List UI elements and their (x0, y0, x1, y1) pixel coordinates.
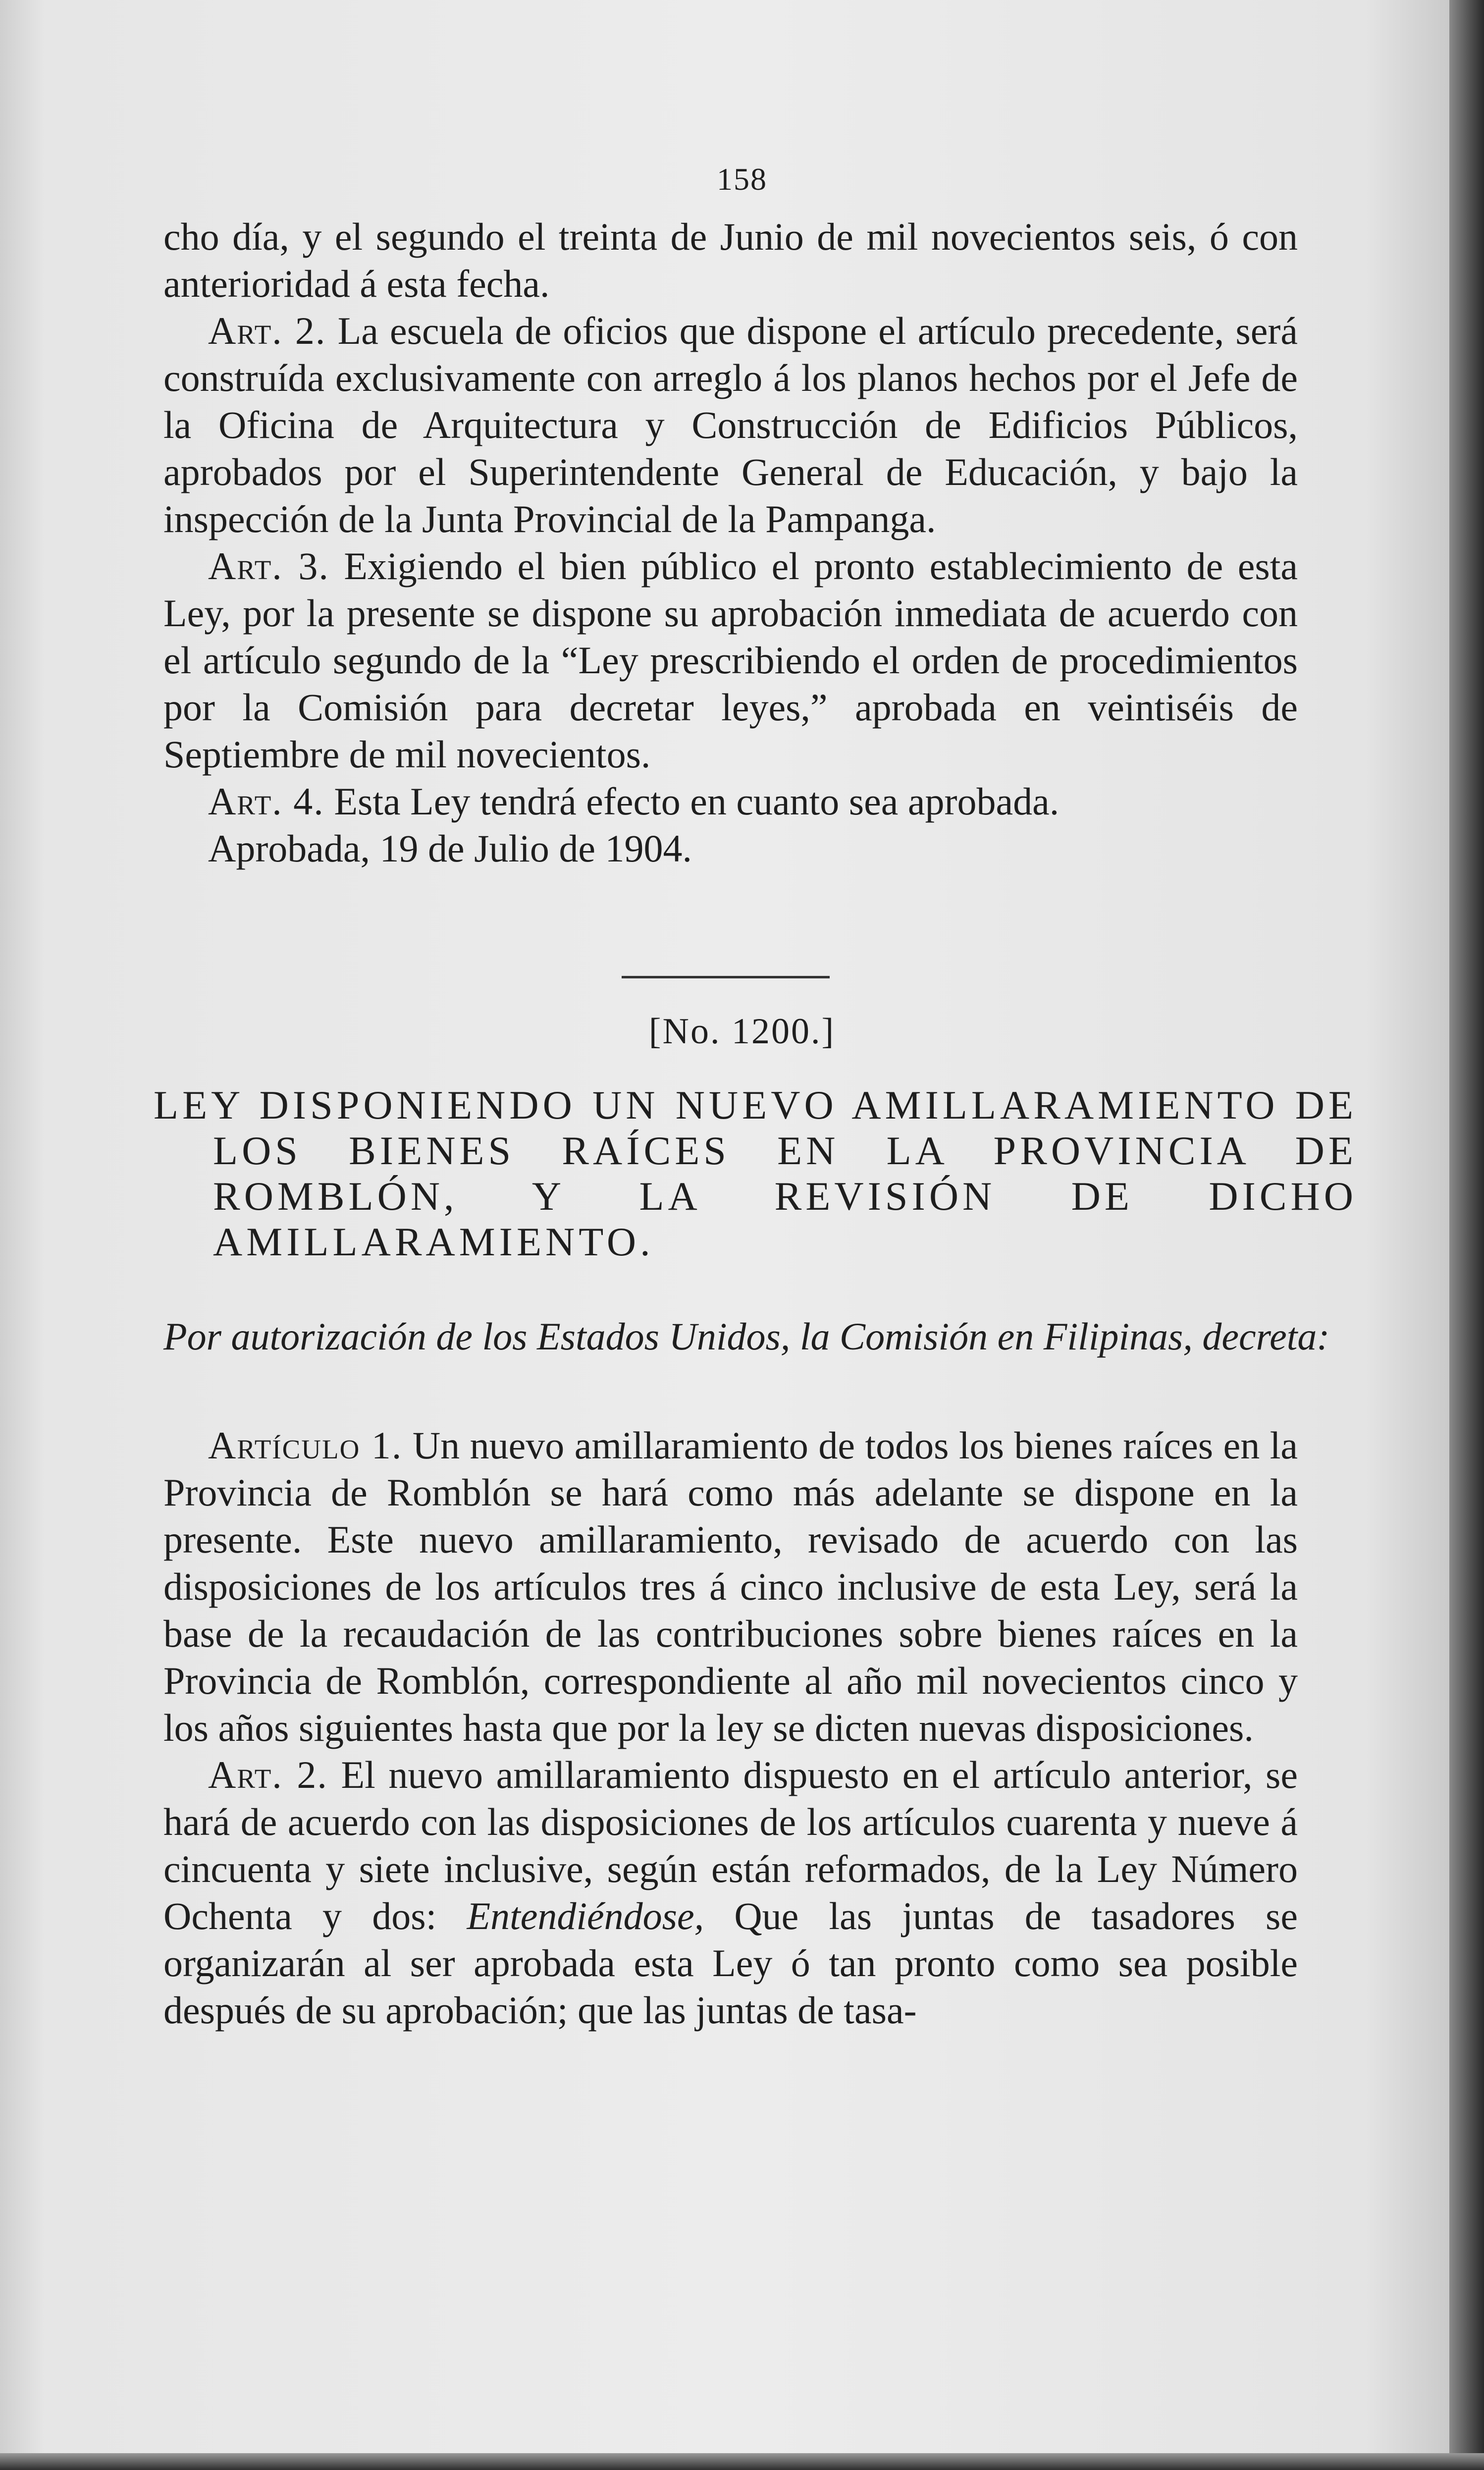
article-label: Art. 2. (208, 309, 326, 352)
proviso-text: Que las juntas de tasadores se organizarán al ser aprobada esta Ley ó tan pronto como sea posible después de su aprobación; que las juntas de tasa- (163, 1894, 1298, 2032)
approval-date: Aprobada, 19 de Julio de 1904. (208, 827, 692, 870)
article-text: Exigiendo el bien público el pronto establecimiento de esta Ley, por la presente se dispone su aprobación inmediata de acuerdo con el artículo segundo de la “Ley prescribiendo el orden de procedimientos por la Comisión para decretar leyes,” aprobada en veintiséis de Septiembre de mil novecientos. (163, 544, 1298, 776)
article-label: Art. 4. (208, 780, 324, 823)
article-text: La escuela de oficios que dispone el artículo precedente, será construída exclusivamente con arreglo á los planos hechos por el Jefe de la Oficina de Arquitectura y Construcción de Edificios Públicos, aprobados por el Superintendente General de Educación, y bajo la inspección de la Junta Provincial de la Pampanga. (163, 309, 1298, 540)
bill-body (163, 1422, 1298, 2034)
article-label: Art. 3. (208, 544, 329, 588)
article-paragraph (163, 307, 1298, 542)
page-bottom-shadow (0, 2453, 1484, 2470)
article-text: El nuevo amillaramiento dispuesto en el artículo anterior, se hará de acuerdo con las disposiciones de los artículos cuarenta y nueve á cincuenta y siete inclusive, según están reformados, de la Ley Número Ochenta y dos: (163, 1753, 1298, 1937)
article-label: Artículo 1. (208, 1424, 403, 1467)
article-label: Art. 2. (208, 1753, 328, 1796)
page-edge-shadow (1449, 0, 1484, 2470)
previous-law-section (163, 213, 1298, 872)
article-paragraph (163, 542, 1298, 778)
continuation-paragraph: cho día, y el segundo el treinta de Junio de mil novecientos seis, ó con anterioridad á esta fecha. (163, 215, 1298, 305)
article-paragraph (163, 778, 1298, 825)
section-divider (622, 976, 830, 978)
article-text: Un nuevo amillaramiento de todos los bienes raíces en la Provincia de Romblón se hará como más adelante se dispone en la presente. Este nuevo amillaramiento, revisado de acuerdo con las disposiciones de los artículos tres á cinco inclusive de esta Ley, será la base de la recaudación de las contribuciones sobre bienes raíces en la Provincia de Romblón, correspondiente al año mil novecientos cinco y los años siguientes hasta que por la ley se dicten nuevas disposiciones. (163, 1424, 1298, 1749)
bill-title: LEY DISPONIENDO UN NUEVO AMILLARAMIENTO DE LOS BIENES RAÍCES EN LA PROVINCIA DE ROMBLÓN, Y LA REVISIÓN DE DICHO AMILLARAMIENTO. (154, 1082, 1357, 1264)
bill-number: [No. 1200.] (648, 1011, 836, 1052)
page-number: 158 (717, 161, 767, 197)
article-text: Esta Ley tendrá efecto en cuanto sea aprobada. (334, 780, 1060, 823)
article-paragraph (163, 1422, 1298, 1751)
article-paragraph (163, 1751, 1298, 2034)
enacting-clause: Por autorización de los Estados Unidos, la Comisión en Filipinas, decreta: (163, 1315, 1330, 1358)
proviso-emphasis: Entendiéndose, (467, 1894, 704, 1937)
